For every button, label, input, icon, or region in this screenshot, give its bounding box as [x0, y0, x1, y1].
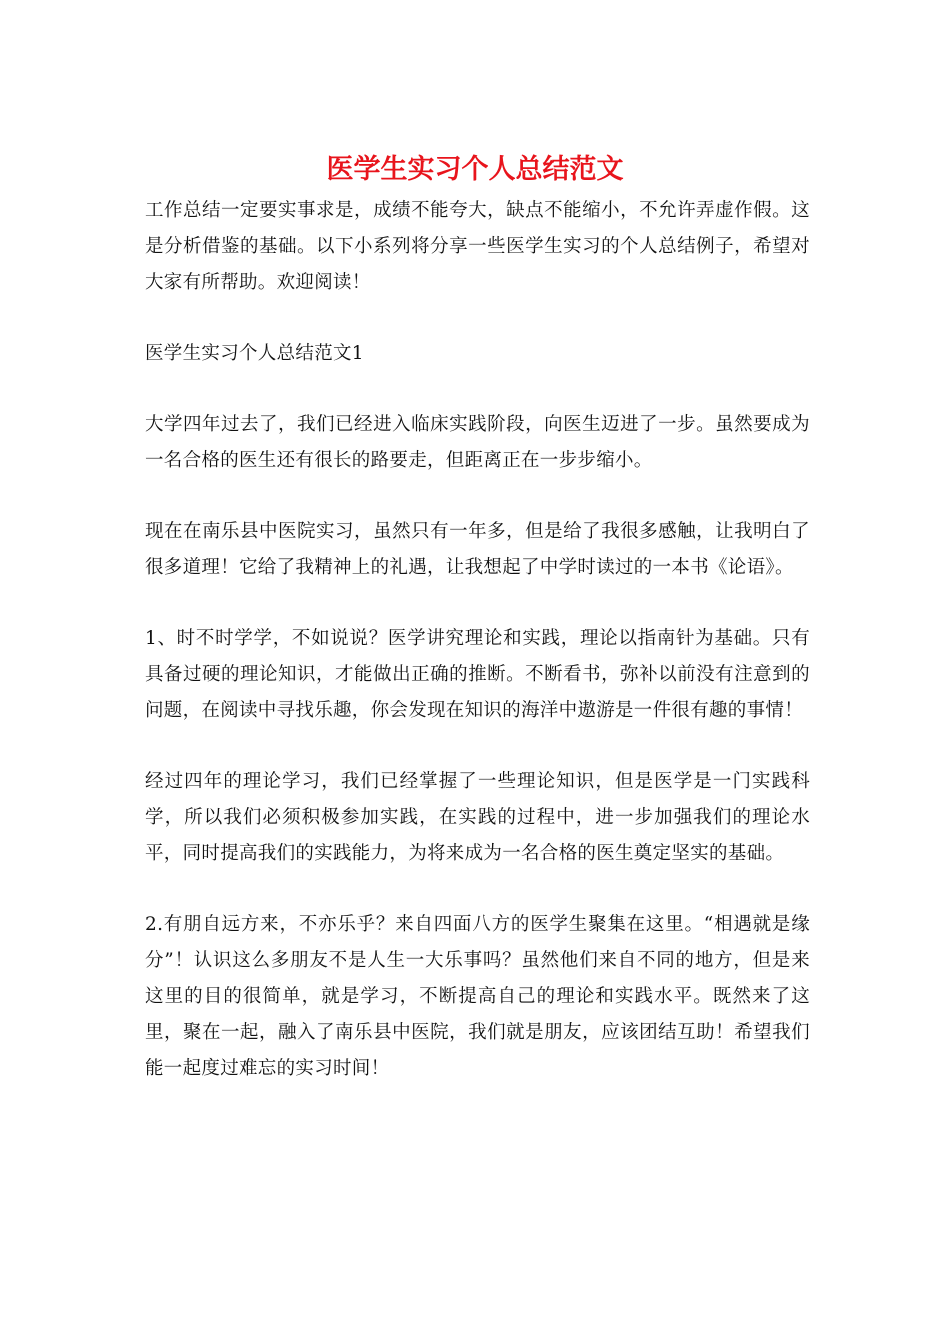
- body-paragraph: 1、时不时学学，不如说说？医学讲究理论和实践，理论以指南针为基础。只有具备过硬的理论知识，才能做出正确的推断。不断看书，弥补以前没有注意到的问题，在阅读中寻找乐趣，你会发现在知识的海洋中遨游是一件很有趣的事情！: [145, 628, 810, 721]
- document-body: [145, 193, 810, 1122]
- body-paragraph: 现在在南乐县中医院实习，虽然只有一年多，但是给了我很多感触，让我明白了很多道理！它给了我精神上的礼遇，让我想起了中学时读过的一本书《论语》。: [145, 521, 810, 578]
- section-heading: 医学生实习个人总结范文1: [145, 343, 364, 364]
- body-paragraph: 经过四年的理论学习，我们已经掌握了一些理论知识，但是医学是一门实践科学，所以我们必须积极参加实践，在实践的过程中，进一步加强我们的理论水平，同时提高我们的实践能力，为将来成为一名合格的医生奠定坚实的基础。: [145, 771, 810, 864]
- body-paragraph: 2.有朋自远方来，不亦乐乎？来自四面八方的医学生聚集在这里。“相遇就是缘分”！认识这么多朋友不是人生一大乐事吗？虽然他们来自不同的地方，但是来这里的目的很简单，就是学习，不断提高自己的理论和实践水平。既然来了这里，聚在一起，融入了南乐县中医院，我们就是朋友，应该团结互助！希望我们能一起度过难忘的实习时间！: [145, 914, 810, 1079]
- intro-paragraph: 工作总结一定要实事求是，成绩不能夸大，缺点不能缩小，不允许弄虚作假。这是分析借鉴的基础。以下小系列将分享一些医学生实习的个人总结例子，希望对大家有所帮助。欢迎阅读！: [145, 200, 810, 293]
- body-paragraph: 大学四年过去了，我们已经进入临床实践阶段，向医生迈进了一步。虽然要成为一名合格的医生还有很长的路要走，但距离正在一步步缩小。: [145, 414, 810, 471]
- document-title: 医学生实习个人总结范文: [326, 154, 624, 185]
